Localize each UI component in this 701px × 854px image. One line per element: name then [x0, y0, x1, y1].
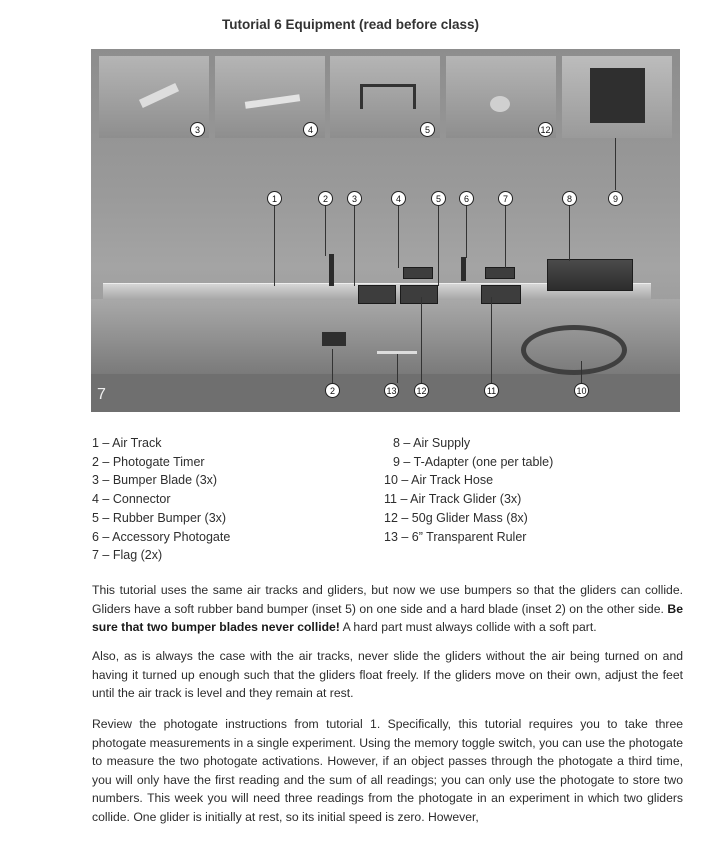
inset-bumper-blade: [99, 56, 209, 138]
legend-item: 1 – Air Track: [92, 436, 162, 450]
legend-item: 2 – Photogate Timer: [92, 454, 205, 469]
callout-label: 5: [431, 191, 446, 206]
legend-left: [92, 434, 230, 565]
callout-label: 11: [484, 383, 499, 398]
legend-item: 3 – Bumper Blade (3x): [92, 473, 218, 488]
legend-item: 6 – Accessory Photogate: [92, 529, 231, 544]
page-title: Tutorial 6 Equipment (read before class): [221, 17, 480, 32]
legend-item: 7 – Flag (2x): [92, 548, 163, 563]
paragraph-photogate: Review the photogate instructions from tutorial 1. Specifically, this tutorial requires you to take three photogate measurements in a single experiment. Using the memory toggle switch, you can use the photogate to measure the two photogate activations. However, if an object passes through the photogate a third time, you will only have the first reading and the sum of all readings; you can only use the photogate to store two numbers. This week you will need three readings from the photogate in an experiment in which two gliders collide. One glider is initially at rest, so its initial speed is zero. However,: [92, 717, 683, 824]
paragraph-bumpers: [92, 581, 683, 637]
air-supply-box: [547, 259, 633, 291]
legend-item: 13 – 6” Transparent Ruler: [384, 529, 527, 544]
glider: [400, 285, 438, 304]
callout-label: 13: [384, 383, 399, 398]
glider-flag: [485, 267, 515, 279]
inset-connector: [215, 56, 325, 138]
legend-item: 8 – Air Supply: [393, 436, 471, 450]
callout-label: 4: [391, 191, 406, 206]
callout-label: 9: [608, 191, 623, 206]
legend-right: [384, 434, 553, 546]
legend-item: 11 – Air Track Glider (3x): [384, 492, 522, 507]
glider: [358, 285, 396, 304]
callout-label: 10: [574, 383, 589, 398]
glider: [481, 285, 521, 304]
callout-label: 2: [325, 383, 340, 398]
inset-rubber-bumper: [330, 56, 440, 138]
paragraph-text: A hard part must always collide with a soft part.: [339, 620, 597, 635]
callout-label: 7: [498, 191, 513, 206]
callout-label: 6: [459, 191, 474, 206]
inset-label: 3: [190, 122, 205, 137]
flag-post: [329, 254, 334, 286]
legend-item: 10 – Air Track Hose: [384, 473, 494, 488]
glider-flag: [403, 267, 433, 279]
warning-text: Be sure that two bumper blades never collide!: [92, 601, 683, 635]
callout-label: 1: [267, 191, 282, 206]
legend-item: 4 – Connector: [92, 492, 171, 507]
corner-tag: 7: [97, 386, 106, 403]
equipment-photo: [91, 49, 680, 412]
callout-label: 3: [347, 191, 362, 206]
legend-item: 5 – Rubber Bumper (3x): [92, 510, 227, 525]
inset-glider-mass: [446, 56, 556, 138]
callout-label: 8: [562, 191, 577, 206]
inset-label: 12: [538, 122, 553, 137]
photogate-timer: [322, 332, 346, 346]
legend-item: 12 – 50g Glider Mass (8x): [384, 510, 528, 525]
callout-label: 12: [414, 383, 429, 398]
paragraph-text: This tutorial uses the same air tracks and gliders, but now we use bumpers so that the gliders can collide. Gliders have a soft rubber band bumper (inset 5) on one side and a hard blade (inset 2) on the other side.: [92, 583, 683, 616]
inset-air-supply: [562, 56, 672, 138]
callout-label: 2: [318, 191, 333, 206]
accessory-photogate: [461, 257, 466, 281]
paragraph-air: Also, as is always the case with the air tracks, never slide the gliders without the air being turned on and having it turned up enough such that the gliders float freely. If the gliders move on their own, adjust the feet until the air track is level and they remain at rest.: [92, 649, 683, 701]
legend-item: 9 – T-Adapter (one per table): [393, 454, 554, 469]
inset-label: 5: [420, 122, 435, 137]
inset-label: 4: [303, 122, 318, 137]
air-hose: [521, 325, 627, 375]
